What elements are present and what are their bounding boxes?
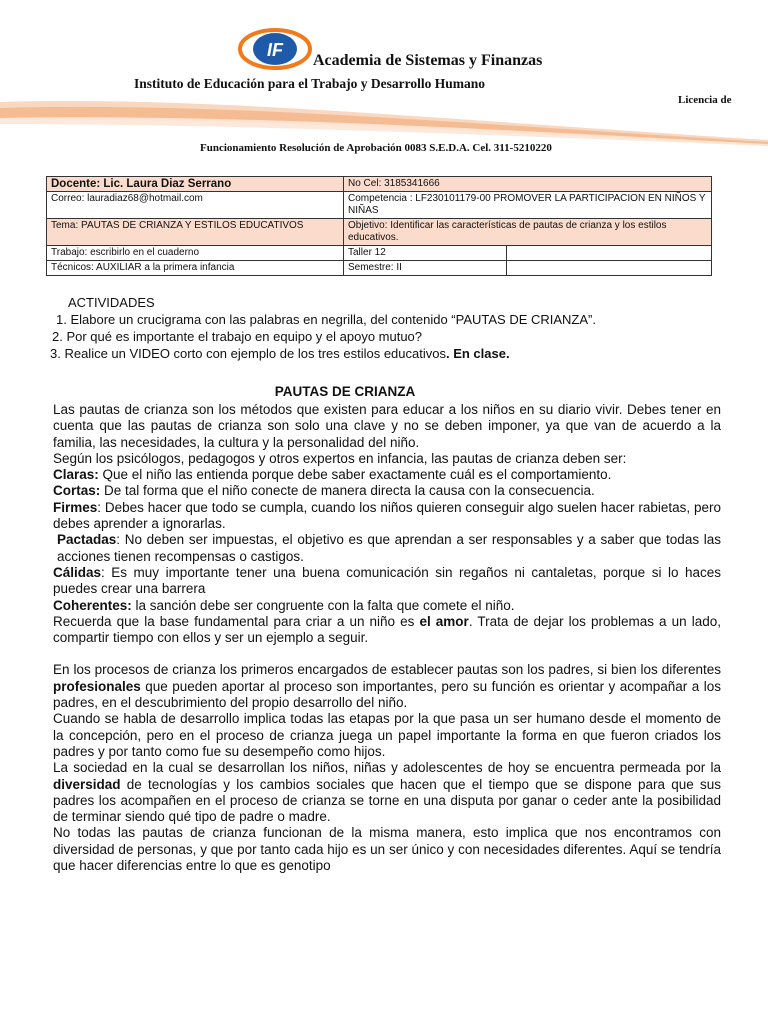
- criterion-calidas: [53, 565, 721, 598]
- activity-item-3: [50, 345, 750, 362]
- table-row: [47, 246, 712, 261]
- content-title: PAUTAS DE CRIANZA: [274, 384, 416, 399]
- activity-item-1: 1. Elabore un crucigrama con las palabras en negrilla, del contenido “PAUTAS DE CRIANZA”.: [56, 312, 596, 327]
- criterion-text: Que el niño las entienda porque debe saber exactamente cuál es el comportamiento.: [98, 467, 612, 483]
- content-body: [53, 402, 721, 874]
- activity-item-2: 2. Por qué es importante el trabajo en equipo y el apoyo mutuo?: [52, 329, 423, 344]
- text-run-bold: profesionales: [53, 678, 141, 694]
- cel-cell: No Cel: 3185341666: [344, 177, 712, 192]
- criterion-label: Claras:: [53, 467, 99, 483]
- criterion-text: De tal forma que el niño conecte de manera directa la causa con la consecuencia.: [100, 483, 595, 499]
- criterion-label: Cortas:: [53, 483, 101, 499]
- tema-cell: Tema: PAUTAS DE CRIANZA Y ESTILOS EDUCATIVOS: [47, 219, 344, 246]
- text-run-bold: el amor: [419, 613, 469, 629]
- taller-cell: Taller 12: [344, 246, 507, 261]
- table-row: [47, 192, 712, 219]
- empty-cell: [507, 246, 712, 261]
- header-swoosh-decoration: [0, 88, 768, 148]
- institute-name: Instituto de Educación para el Trabajo y Desarrollo Humano: [134, 76, 486, 91]
- text-run: La sociedad en la cual se desarrollan los niños, niñas y adolescentes de hoy se encuentra permeada por la: [53, 760, 721, 776]
- objetivo-cell: Objetivo: Identificar las características de pautas de crianza y los estilos educativos.: [344, 219, 712, 246]
- criterion-text: : Es muy importante tener una buena comunicación sin regaños ni cantaletas, porque si lo haces puedes crear una barrera: [53, 564, 721, 597]
- course-info-table: [46, 176, 712, 276]
- activity-item-3-text: 3. Realice un VIDEO corto con ejemplo de los tres estilos educativos: [50, 346, 446, 361]
- criterion-firmes: [53, 500, 721, 533]
- criterion-text: : Debes hacer que todo se cumpla, cuando los niños quieren conseguir algo suelen hacer rabietas, pero debes aprender a ignorarlas.: [53, 499, 721, 532]
- paragraph: [53, 662, 721, 711]
- empty-cell: [507, 261, 712, 276]
- trabajo-cell: Trabajo: escribirlo en el cuaderno: [47, 246, 344, 261]
- criterion-label: Firmes: [53, 499, 98, 515]
- docente-cell: Docente: Lic. Laura Diaz Serrano: [47, 177, 344, 192]
- criterion-coherentes: [53, 598, 721, 614]
- text-run: En los procesos de crianza los primeros encargados de establecer pautas son los padres, si bien los diferentes: [53, 662, 721, 678]
- table-row: [47, 261, 712, 276]
- criterion-label: Coherentes:: [53, 597, 132, 613]
- paragraph: Según los psicólogos, pedagogos y otros expertos en infancia, las pautas de crianza deben ser:: [53, 450, 627, 466]
- correo-cell: Correo: lauradiaz68@hotmail.com: [47, 192, 344, 219]
- criterion-claras: [53, 467, 721, 483]
- table-row: [47, 177, 712, 192]
- paragraph: No todas las pautas de crianza funcionan de la misma manera, esto implica que nos encontramos con diversidad de personas, y que por tanto cada hijo es un ser único y con necesidades diferentes. Aquí se tendría que hacer diferencias entre lo que es genotipo: [53, 825, 721, 874]
- paragraph: [53, 760, 721, 825]
- paragraph: Las pautas de crianza son los métodos que existen para educar a los niños en su diario vivir. Debes tener en cuenta que las pautas de crianza son solo una clave y no se deben imponer, ya que van de acuerdo a la familia, las necesidades, la cultura y la personalidad del niño.: [53, 402, 721, 450]
- paragraph-recuerda: [53, 614, 721, 647]
- activity-item-3-bold: . En clase.: [445, 346, 510, 361]
- table-row: [47, 219, 712, 246]
- criterion-text: : No deben ser impuestas, el objetivo es que aprendan a ser responsables y a saber que todas las acciones tienen recompensas o castigos.: [57, 532, 721, 564]
- paragraph: Cuando se habla de desarrollo implica todas las etapas por la que pasa un ser humano desde el momento de la concepción, pero en el proceso de crianza juega un papel importante la forma en que fueron criados los padres y por tanto como fue su desempeño como hijos.: [53, 711, 721, 759]
- text-run: que pueden aportar al proceso son importantes, pero su función es orientar y acompañar a los padres, en el descubrimiento del propio desarrollo del niño.: [53, 678, 721, 711]
- funcionamiento-line: Funcionamiento Resolución de Aprobación 0083 S.E.D.A. Cel. 311-5210220: [200, 142, 552, 154]
- criterion-text: la sanción debe ser congruente con la falta que comete el niño.: [131, 597, 515, 613]
- semestre-cell: Semestre: II: [344, 261, 507, 276]
- spacer: [53, 646, 721, 662]
- activities-section: [50, 294, 750, 362]
- license-label: Licencia de: [678, 94, 732, 106]
- academy-name: Academia de Sistemas y Finanzas: [313, 52, 543, 69]
- criterion-cortas: [53, 483, 721, 499]
- text-run: Recuerda que la base fundamental para criar a un niño es: [53, 613, 420, 629]
- competencia-cell: Competencia : LF230101179-00 PROMOVER LA PARTICIPACION EN NIÑOS Y NIÑAS: [344, 192, 712, 219]
- text-run: . Trata de dejar los problemas a un lado, compartir tiempo con ellos y ser un ejemplo a seguir.: [53, 613, 721, 646]
- logo-text: IF: [267, 40, 283, 60]
- criterion-pactadas: [53, 532, 721, 565]
- criterion-label: Pactadas: [57, 532, 117, 548]
- text-run-bold: diversidad: [53, 776, 121, 792]
- text-run: de tecnologías y los cambios sociales que hacen que el tiempo que se dispone para que sus padres los acompañen en el proceso de crianza se torne en una disputa por ganar o ceder ante la posibilidad de terminar siendo qué tipo de padre o madre.: [53, 776, 721, 825]
- tecnicos-cell: Técnicos: AUXILIAR a la primera infancia: [47, 261, 344, 276]
- activities-heading: ACTIVIDADES: [68, 295, 155, 310]
- institution-logo: [238, 28, 312, 70]
- criterion-label: Cálidas: [53, 564, 102, 580]
